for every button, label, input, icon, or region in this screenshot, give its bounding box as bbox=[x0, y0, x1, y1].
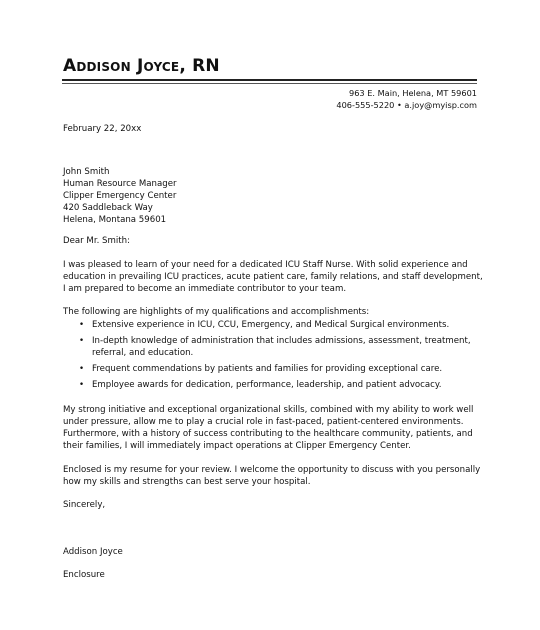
qualifications-list bbox=[63, 320, 483, 396]
paragraph-line: My strong initiative and exceptional organizational skills, combined with my ability to work well bbox=[63, 405, 474, 415]
paragraph-intro bbox=[63, 260, 483, 296]
recipient-line: Helena, Montana 59601 bbox=[63, 214, 167, 225]
list-item-text: Frequent commendations by patients and families for providing exceptional care. bbox=[92, 363, 443, 374]
list-item-text: Employee awards for dedication, performance, leadership, and patient advocacy. bbox=[92, 379, 442, 390]
contact-block bbox=[336, 88, 477, 111]
paragraph-line: under pressure, allow me to play a crucial role in fast-paced, patient-centered environments. bbox=[63, 416, 464, 427]
bullet-icon: • bbox=[79, 320, 85, 330]
paragraph-skills bbox=[63, 405, 483, 453]
recipient-line: 420 Saddleback Way bbox=[63, 202, 153, 213]
paragraph-line: Enclosed is my resume for your review. I welcome the opportunity to discuss with you personally bbox=[63, 465, 481, 475]
paragraph-line: I am prepared to become an immediate contributor to your team. bbox=[63, 283, 347, 294]
list-item bbox=[63, 320, 483, 332]
paragraph-line: their families, I will immediately impact operations at Clipper Emergency Center. bbox=[63, 440, 411, 451]
list-item-text: referral, and education. bbox=[92, 347, 194, 358]
signer-name: Addison Joyce bbox=[63, 547, 123, 557]
applicant-name: Addison Joyce, RN bbox=[63, 56, 220, 76]
contact-phone-email: 406-555-5220 • a.joy@myisp.com bbox=[336, 99, 477, 110]
list-item-text: Extensive experience in ICU, CCU, Emergency, and Medical Surgical environments. bbox=[92, 320, 450, 330]
recipient-block bbox=[63, 167, 483, 227]
recipient-line: Clipper Emergency Center bbox=[63, 190, 177, 201]
list-item-text: In-depth knowledge of administration that includes admissions, assessment, treatment, bbox=[92, 335, 471, 346]
paragraph-enclosure bbox=[63, 465, 483, 489]
list-item bbox=[63, 380, 483, 392]
contact-address: 963 E. Main, Helena, MT 59601 bbox=[349, 88, 477, 98]
header-rule-thick bbox=[62, 79, 477, 81]
recipient-line: John Smith bbox=[63, 167, 110, 177]
paragraph-line: I was pleased to learn of your need for a dedicated ICU Staff Nurse. With solid experience and bbox=[63, 260, 468, 270]
paragraph-line: Furthermore, with a history of success contributing to the healthcare community, patients, and bbox=[63, 428, 473, 439]
header-rule-thin bbox=[62, 83, 477, 84]
paragraph-highlights-intro: The following are highlights of my qualifications and accomplishments: bbox=[63, 307, 370, 317]
list-item bbox=[63, 336, 483, 360]
salutation: Dear Mr. Smith: bbox=[63, 236, 130, 246]
recipient-line: Human Resource Manager bbox=[63, 178, 177, 189]
list-item bbox=[63, 364, 483, 376]
letter-date: February 22, 20xx bbox=[63, 124, 142, 134]
bullet-icon: • bbox=[79, 335, 85, 346]
paragraph-line: how my skills and strengths can best serve your hospital. bbox=[63, 476, 311, 487]
closing: Sincerely, bbox=[63, 500, 106, 510]
enclosure-note: Enclosure bbox=[63, 570, 105, 580]
bullet-icon: • bbox=[79, 379, 85, 390]
paragraph-line: education in prevailing ICU practices, acute patient care, family relations, and staff development, bbox=[63, 271, 483, 282]
bullet-icon: • bbox=[79, 363, 85, 374]
